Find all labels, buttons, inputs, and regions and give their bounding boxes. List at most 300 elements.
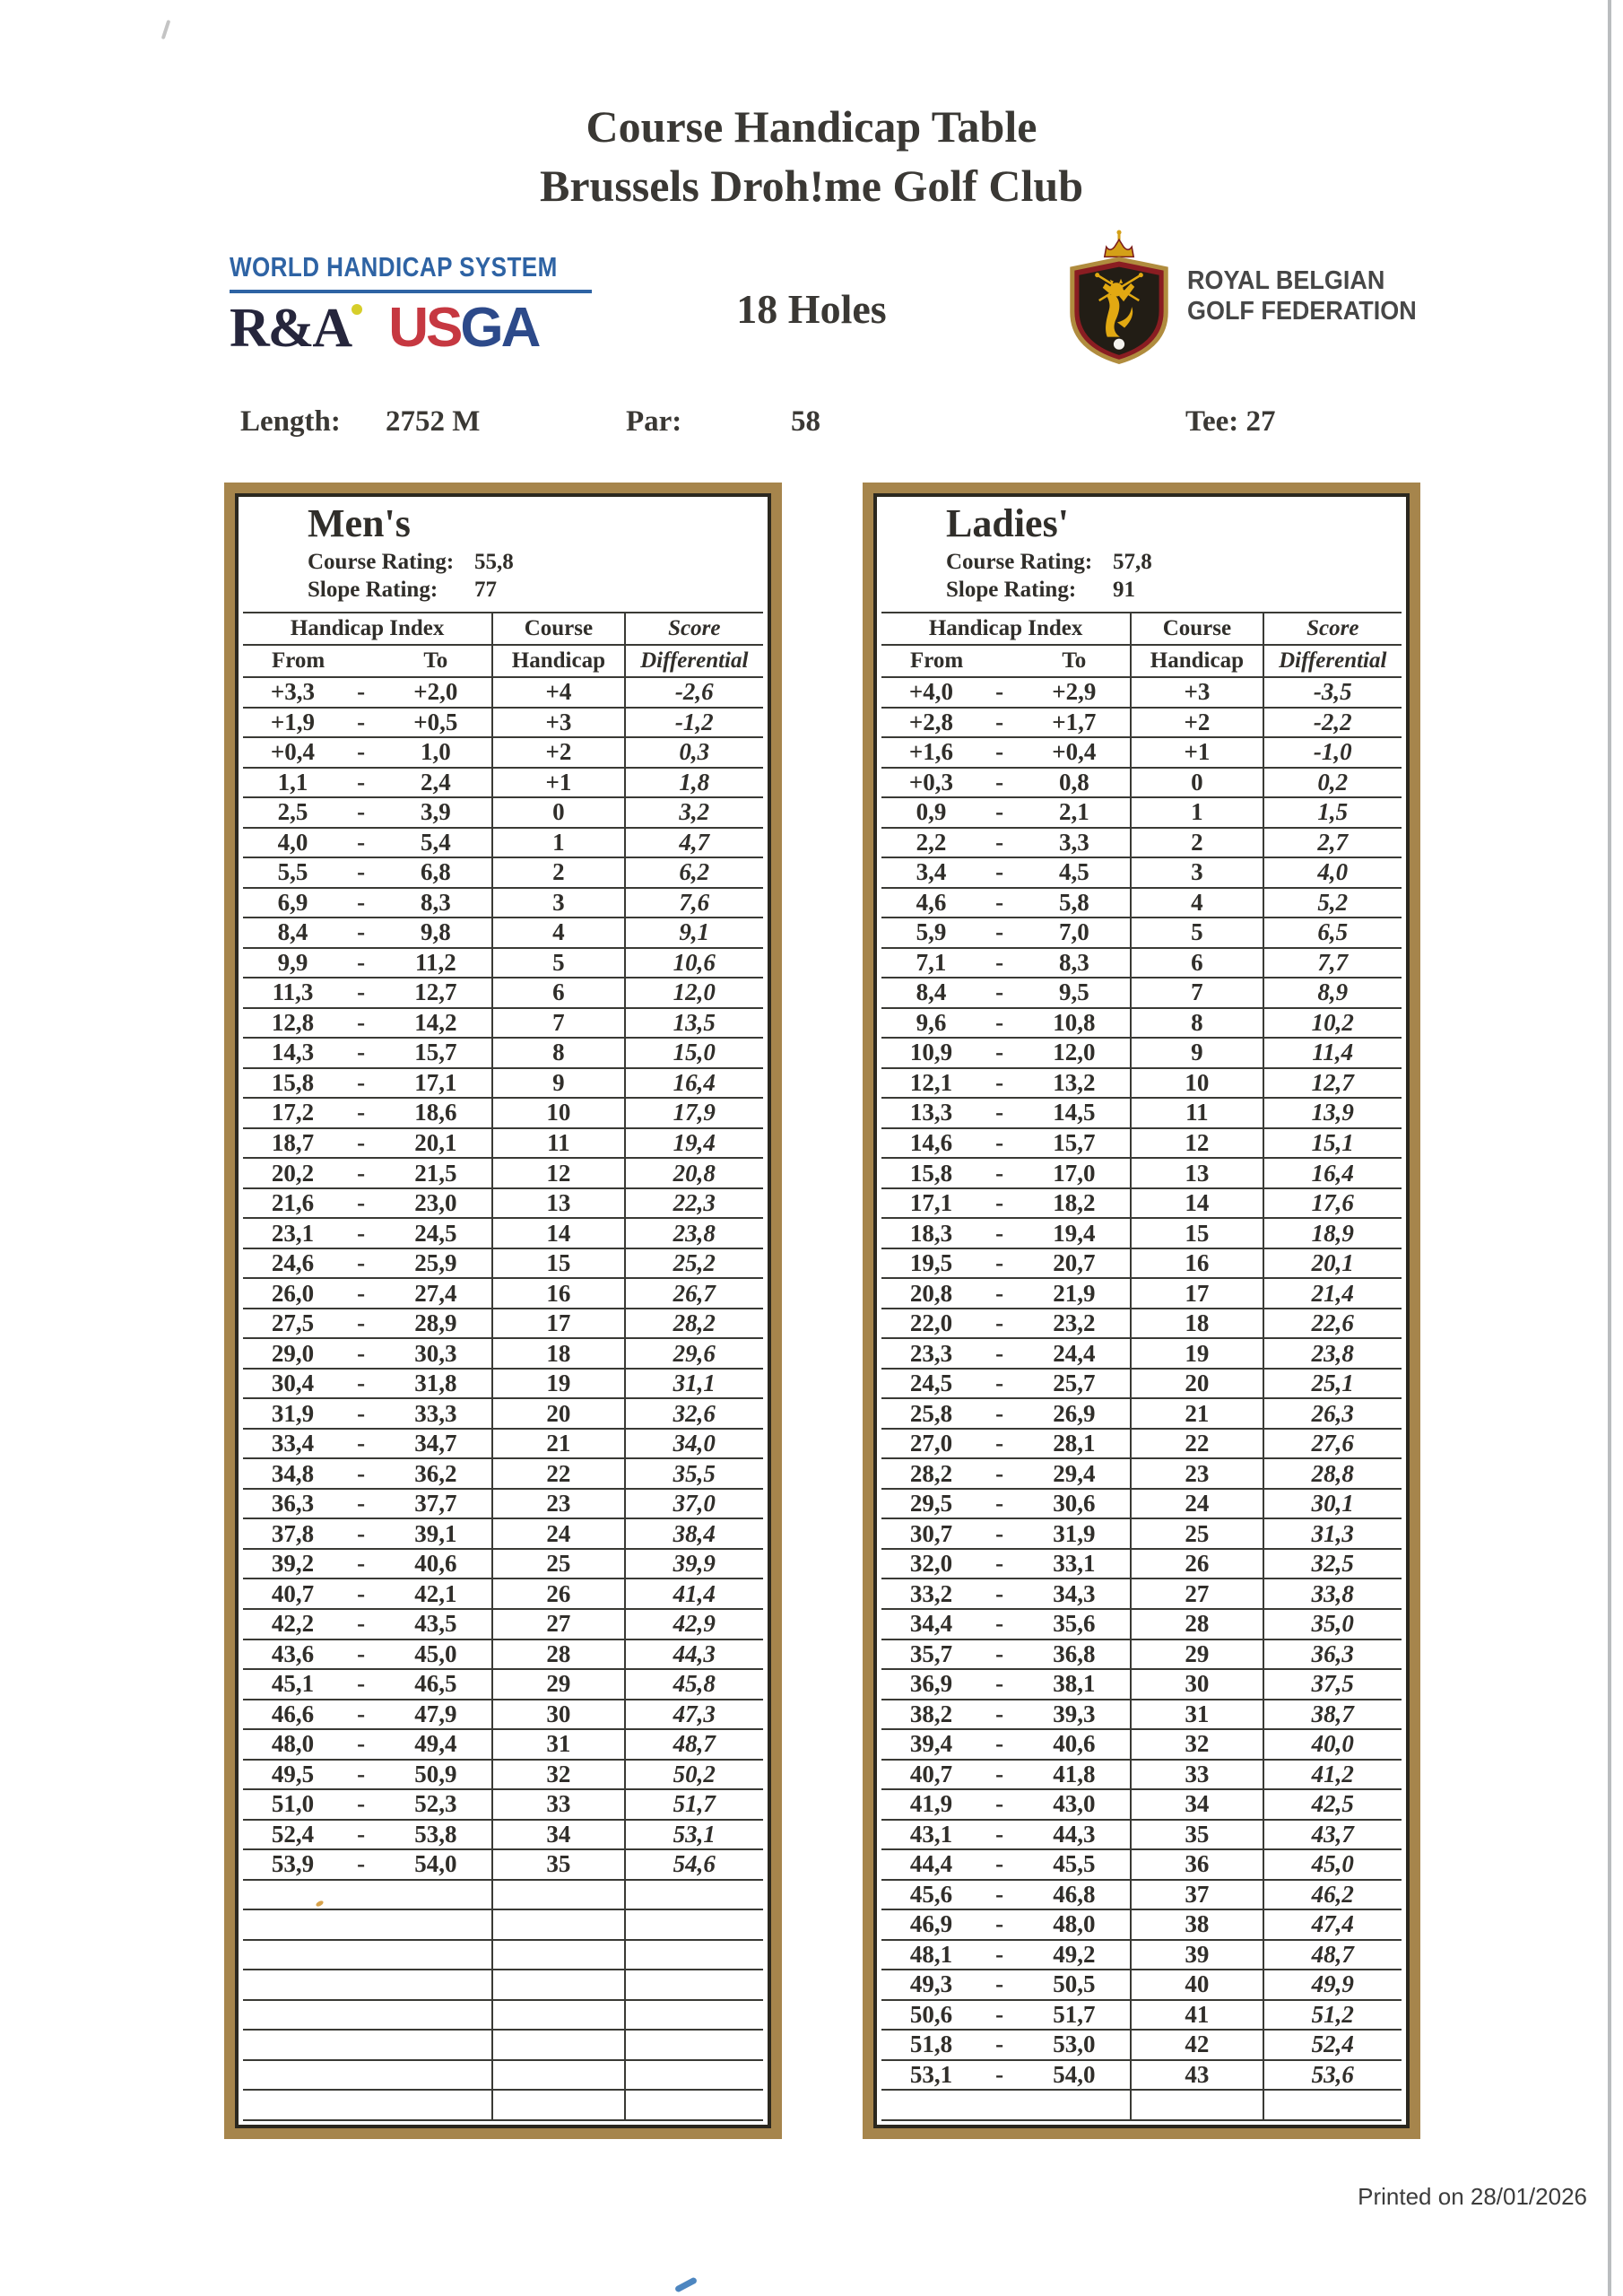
- handicap-index-cell: [243, 889, 491, 918]
- from-value: 35,7: [909, 1639, 953, 1667]
- score-differential-value: 25,2: [624, 1249, 763, 1278]
- table-row: [243, 709, 763, 739]
- course-handicap-value: 12: [1130, 1129, 1262, 1158]
- range-dash: -: [357, 1099, 366, 1126]
- table-row: [881, 1099, 1402, 1129]
- course-handicap-value: 17: [1130, 1279, 1262, 1308]
- par-label: Par:: [626, 405, 682, 438]
- handicap-index-cell: [243, 738, 491, 767]
- score-differential-value: 43,7: [1263, 1821, 1402, 1849]
- to-value: 25,9: [414, 1249, 457, 1277]
- score-differential-value: [624, 2001, 763, 2030]
- table-row: [881, 1249, 1402, 1280]
- table-row: [243, 1579, 763, 1610]
- from-value: 43,1: [909, 1820, 953, 1848]
- ladies-header-row-2: [881, 644, 1402, 678]
- table-row: [243, 1129, 763, 1160]
- from-value: 4,0: [277, 828, 308, 856]
- to-value: 36,8: [1053, 1639, 1096, 1667]
- handicap-index-cell: [243, 829, 491, 857]
- men-table-inner: [235, 493, 771, 2128]
- handicap-index-cell: [881, 1099, 1130, 1127]
- table-row: [243, 1339, 763, 1370]
- table-row: [881, 889, 1402, 919]
- handicap-index-cell: [243, 769, 491, 797]
- from-value: +0,4: [270, 738, 316, 766]
- course-handicap-value: +1: [1130, 738, 1262, 767]
- range-dash: -: [995, 1219, 1004, 1247]
- to-value: 19,4: [1053, 1219, 1096, 1247]
- from-value: 10,9: [909, 1039, 953, 1066]
- handicap-index-cell: [243, 1579, 491, 1608]
- range-dash: -: [995, 828, 1004, 856]
- from-value: 37,8: [271, 1519, 315, 1547]
- table-row: [881, 709, 1402, 739]
- from-value: 45,6: [909, 1880, 953, 1908]
- ladies-course-rating: [881, 550, 1402, 575]
- handicap-index-cell: [243, 978, 491, 1007]
- course-handicap-value: 33: [1130, 1761, 1262, 1789]
- handicap-index-cell: [243, 1339, 491, 1368]
- to-value: 43,5: [414, 1610, 457, 1638]
- score-differential-value: 4,0: [1263, 858, 1402, 887]
- course-handicap-value: 26: [1130, 1550, 1262, 1578]
- score-differential-value: 40,0: [1263, 1730, 1402, 1759]
- range-dash: -: [357, 1279, 366, 1307]
- handicap-index-cell: [881, 1730, 1130, 1759]
- course-handicap-value: 23: [1130, 1459, 1262, 1488]
- course-handicap-value: 16: [491, 1279, 623, 1308]
- to-value: 2,4: [420, 768, 451, 796]
- range-dash: -: [995, 768, 1004, 796]
- range-dash: -: [995, 1790, 1004, 1818]
- to-value: 10,8: [1053, 1008, 1096, 1036]
- scan-edge-line: [1608, 0, 1611, 2296]
- whs-title: WORLD HANDICAP SYSTEM: [230, 251, 558, 283]
- table-row: [881, 1370, 1402, 1400]
- handicap-index-cell: [881, 1881, 1130, 1909]
- to-value: 34,7: [414, 1430, 457, 1457]
- table-row: [881, 1309, 1402, 1340]
- table-row: [243, 1279, 763, 1309]
- handicap-index-cell: [243, 2091, 491, 2119]
- course-handicap-value: [491, 2031, 623, 2059]
- table-row: [243, 1459, 763, 1490]
- to-value: 28,9: [414, 1309, 457, 1337]
- to-value: +0,5: [413, 708, 458, 735]
- table-row: [881, 2031, 1402, 2061]
- rbgf-logo: [1063, 228, 1434, 364]
- from-value: 20,8: [909, 1279, 953, 1307]
- table-row: [243, 798, 763, 829]
- score-differential-value: 33,8: [1263, 1579, 1402, 1608]
- course-handicap-value: 3: [491, 889, 623, 918]
- tee-label: Tee: 27: [1185, 405, 1276, 438]
- range-dash: -: [995, 798, 1004, 826]
- course-handicap-value: 25: [491, 1550, 623, 1578]
- course-handicap-value: [491, 1910, 623, 1939]
- course-header: Course: [491, 613, 623, 644]
- range-dash: -: [357, 1519, 366, 1547]
- course-handicap-value: 1: [1130, 798, 1262, 827]
- from-value: 23,3: [909, 1339, 953, 1367]
- table-row: [881, 1730, 1402, 1761]
- from-value: 13,3: [909, 1099, 953, 1126]
- score-differential-value: 41,2: [1263, 1761, 1402, 1789]
- men-header-row-2: [243, 644, 763, 678]
- course-handicap-value: 34: [1130, 1790, 1262, 1819]
- score-differential-value: 3,2: [624, 798, 763, 827]
- to-value: 12,0: [1053, 1039, 1096, 1066]
- from-value: 51,8: [909, 2031, 953, 2058]
- from-value: 1,1: [277, 768, 308, 796]
- range-dash: -: [357, 858, 366, 886]
- handicap-index-cell: [243, 1459, 491, 1488]
- club-name: Brussels Droh!me Golf Club: [539, 161, 1084, 211]
- table-row: [881, 1910, 1402, 1941]
- range-dash: -: [357, 1700, 366, 1727]
- course-handicap-value: 15: [491, 1249, 623, 1278]
- from-value: 24,6: [271, 1249, 315, 1277]
- score-differential-value: 13,5: [624, 1009, 763, 1038]
- men-table-title: Men's: [308, 501, 411, 545]
- from-value: 21,6: [271, 1189, 315, 1217]
- to-value: 53,8: [414, 1820, 457, 1848]
- to-value: 6,8: [420, 858, 451, 886]
- handicap-index-cell: [243, 1640, 491, 1669]
- from-value: 31,9: [271, 1399, 315, 1427]
- score-differential-value: [624, 2031, 763, 2059]
- handicap-index-cell: [243, 1910, 491, 1939]
- range-dash: -: [995, 1099, 1004, 1126]
- score-differential-value: 23,8: [1263, 1339, 1402, 1368]
- from-value: 19,5: [909, 1249, 953, 1277]
- table-row: [881, 769, 1402, 799]
- to-value: 29,4: [1053, 1459, 1096, 1487]
- to-value: 34,3: [1053, 1579, 1096, 1607]
- table-row: [881, 1550, 1402, 1580]
- score-differential-value: -1,0: [1263, 738, 1402, 767]
- from-value: 30,7: [909, 1519, 953, 1547]
- range-dash: -: [995, 1459, 1004, 1487]
- score-differential-value: 31,1: [624, 1370, 763, 1398]
- handicap-index-cell: [881, 1129, 1130, 1158]
- to-value: 33,1: [1053, 1550, 1096, 1578]
- differential-header: Differential: [624, 646, 763, 676]
- table-row: [243, 1761, 763, 1791]
- from-value: 15,8: [909, 1159, 953, 1187]
- from-value: 2,5: [277, 798, 308, 826]
- course-handicap-value: 37: [1130, 1881, 1262, 1909]
- course-handicap-value: +1: [491, 769, 623, 797]
- table-row: [243, 1490, 763, 1520]
- score-header: Score: [624, 613, 763, 644]
- range-dash: -: [357, 1639, 366, 1667]
- handicap-index-cell: [881, 1761, 1130, 1789]
- to-value: 46,8: [1053, 1880, 1096, 1908]
- score-differential-value: 46,2: [1263, 1881, 1402, 1909]
- table-row: [881, 2091, 1402, 2121]
- course-handicap-value: 2: [491, 858, 623, 887]
- range-dash: -: [995, 1700, 1004, 1727]
- handicap-index-cell: [881, 678, 1130, 707]
- course-handicap-value: [491, 1941, 623, 1970]
- score-differential-value: 32,5: [1263, 1550, 1402, 1578]
- from-value: 38,2: [909, 1700, 953, 1727]
- from-value: 17,1: [909, 1189, 953, 1217]
- course-handicap-value: [491, 1970, 623, 1999]
- table-row: [881, 1579, 1402, 1610]
- usga-ga-text: GA: [460, 297, 539, 359]
- from-value: 14,3: [271, 1039, 315, 1066]
- from-value: 39,4: [909, 1730, 953, 1758]
- to-value: 41,8: [1053, 1760, 1096, 1787]
- from-value: 4,6: [916, 888, 947, 916]
- course-handicap-value: 8: [1130, 1009, 1262, 1038]
- men-handicap-table: [224, 483, 782, 2139]
- handicap-index-cell: [243, 1249, 491, 1278]
- handicap-index-cell: [881, 829, 1130, 857]
- from-value: 49,3: [909, 1970, 953, 1998]
- table-row: [243, 769, 763, 799]
- range-dash: -: [357, 1309, 366, 1337]
- score-differential-value: 15,0: [624, 1039, 763, 1067]
- from-value: 28,2: [909, 1459, 953, 1487]
- handicap-index-cell: [881, 858, 1130, 887]
- score-differential-value: 11,4: [1263, 1039, 1402, 1067]
- handicap-index-cell: [243, 1790, 491, 1819]
- handicap-index-cell: [243, 709, 491, 737]
- score-differential-value: 37,5: [1263, 1670, 1402, 1699]
- table-row: [243, 1039, 763, 1069]
- to-value: 33,3: [414, 1399, 457, 1427]
- from-value: 44,4: [909, 1850, 953, 1878]
- course-handicap-value: 17: [491, 1309, 623, 1338]
- score-differential-value: 18,9: [1263, 1219, 1402, 1248]
- range-dash: -: [995, 1940, 1004, 1968]
- to-value: 43,0: [1053, 1790, 1096, 1818]
- course-header: Course: [1130, 613, 1262, 644]
- table-row: [243, 1219, 763, 1249]
- from-value: 48,0: [271, 1730, 315, 1758]
- handicap-index-cell: [243, 1550, 491, 1578]
- score-differential-value: 5,2: [1263, 889, 1402, 918]
- rbgf-text: [1187, 265, 1417, 326]
- from-value: 26,0: [271, 1279, 315, 1307]
- range-dash: -: [995, 1128, 1004, 1156]
- range-dash: -: [995, 738, 1004, 766]
- men-table-head: [243, 497, 763, 612]
- to-value: 18,6: [414, 1099, 457, 1126]
- range-dash: -: [357, 768, 366, 796]
- handicap-index-cell: [243, 1610, 491, 1639]
- to-value: 4,5: [1058, 858, 1089, 886]
- scan-artifact-blue-mark: [674, 2276, 698, 2292]
- handicap-header: Handicap: [1130, 646, 1262, 676]
- course-handicap-value: 9: [1130, 1039, 1262, 1067]
- range-dash: -: [995, 1309, 1004, 1337]
- to-value: 2,1: [1058, 798, 1089, 826]
- ra-logo: [230, 298, 352, 359]
- table-row: [243, 858, 763, 889]
- to-value: 30,6: [1053, 1490, 1096, 1518]
- course-handicap-value: 18: [1130, 1309, 1262, 1338]
- score-differential-value: 21,4: [1263, 1279, 1402, 1308]
- from-value: 46,6: [271, 1700, 315, 1727]
- course-handicap-value: 12: [491, 1159, 623, 1187]
- handicap-header: Handicap: [491, 646, 623, 676]
- to-value: 24,4: [1053, 1339, 1096, 1367]
- from-value: +1,9: [270, 708, 316, 735]
- course-handicap-value: 20: [491, 1399, 623, 1428]
- score-differential-value: 48,7: [624, 1730, 763, 1759]
- table-row: [243, 1941, 763, 1971]
- range-dash: -: [357, 1850, 366, 1878]
- range-dash: -: [995, 1339, 1004, 1367]
- range-dash: -: [995, 1399, 1004, 1427]
- table-row: [881, 918, 1402, 949]
- range-dash: -: [357, 1459, 366, 1487]
- score-differential-value: 35,0: [1263, 1610, 1402, 1639]
- table-row: [243, 1730, 763, 1761]
- handicap-index-cell: [881, 1910, 1130, 1939]
- from-value: 40,7: [909, 1760, 953, 1787]
- from-value: 46,9: [909, 1910, 953, 1938]
- score-differential-value: 0,3: [624, 738, 763, 767]
- from-value: 23,1: [271, 1219, 315, 1247]
- to-value: 0,8: [1058, 768, 1089, 796]
- ladies-header-row-1: [881, 612, 1402, 644]
- handicap-index-cell: [243, 2001, 491, 2030]
- score-differential-value: 53,1: [624, 1821, 763, 1849]
- score-differential-value: 51,2: [1263, 2001, 1402, 2030]
- table-row: [243, 1309, 763, 1340]
- handicap-index-cell: [881, 1430, 1130, 1458]
- range-dash: -: [357, 1579, 366, 1607]
- handicap-index-cell: [243, 1309, 491, 1338]
- course-handicap-value: 10: [1130, 1069, 1262, 1098]
- table-row: [881, 2001, 1402, 2031]
- to-value: +0,4: [1052, 738, 1097, 766]
- score-differential-value: 42,9: [624, 1610, 763, 1639]
- to-value: 1,0: [420, 738, 451, 766]
- course-handicap-value: 4: [491, 918, 623, 947]
- handicap-index-cell: [243, 1490, 491, 1518]
- course-handicap-value: 14: [491, 1219, 623, 1248]
- to-value: 13,2: [1053, 1068, 1096, 1096]
- to-value: 12,7: [414, 978, 457, 1006]
- score-differential-value: 17,9: [624, 1099, 763, 1127]
- range-dash: -: [995, 2000, 1004, 2028]
- range-dash: -: [357, 1790, 366, 1818]
- range-dash: -: [357, 678, 366, 706]
- score-differential-value: 44,3: [624, 1640, 763, 1669]
- length-label: Length:: [240, 405, 341, 438]
- course-handicap-value: 7: [491, 1009, 623, 1038]
- from-value: 53,1: [909, 2060, 953, 2088]
- course-handicap-value: 1: [491, 829, 623, 857]
- ladies-handicap-table: [863, 483, 1420, 2139]
- range-dash: -: [995, 708, 1004, 735]
- course-handicap-value: 29: [1130, 1640, 1262, 1669]
- range-dash: -: [357, 1249, 366, 1277]
- from-value: +2,8: [908, 708, 954, 735]
- to-value: 5,8: [1058, 888, 1089, 916]
- score-differential-value: 48,7: [1263, 1941, 1402, 1970]
- course-handicap-value: 0: [1130, 769, 1262, 797]
- to-value: 17,0: [1053, 1159, 1096, 1187]
- table-row: [881, 1069, 1402, 1100]
- course-handicap-value: 35: [491, 1850, 623, 1879]
- from-value: 41,9: [909, 1790, 953, 1818]
- score-differential-value: 9,1: [624, 918, 763, 947]
- from-value: 51,0: [271, 1790, 315, 1818]
- course-handicap-value: 19: [491, 1370, 623, 1398]
- table-row: [881, 978, 1402, 1009]
- handicap-index-cell: [881, 1821, 1130, 1849]
- handicap-index-cell: [243, 1821, 491, 1849]
- score-differential-value: 28,2: [624, 1309, 763, 1338]
- handicap-index-cell: [881, 1189, 1130, 1218]
- score-differential-value: 0,2: [1263, 769, 1402, 797]
- table-row: [243, 1159, 763, 1189]
- handicap-index-cell: [881, 1670, 1130, 1699]
- handicap-index-cell: [881, 738, 1130, 767]
- score-differential-value: 53,6: [1263, 2061, 1402, 2090]
- handicap-index-cell: [881, 1579, 1130, 1608]
- to-value: 9,5: [1058, 978, 1089, 1006]
- from-value: 22,0: [909, 1309, 953, 1337]
- range-dash: -: [995, 1550, 1004, 1578]
- score-differential-value: 16,4: [1263, 1159, 1402, 1187]
- score-header: Score: [1263, 613, 1402, 644]
- score-differential-value: 34,0: [624, 1430, 763, 1458]
- handicap-index-cell: [243, 1129, 491, 1158]
- table-row: [243, 1670, 763, 1700]
- from-value: 18,3: [909, 1219, 953, 1247]
- handicap-index-cell: [243, 1219, 491, 1248]
- from-value: 25,8: [909, 1399, 953, 1427]
- course-handicap-value: 6: [1130, 949, 1262, 978]
- handicap-index-cell: [243, 1370, 491, 1398]
- handicap-index-cell: [243, 1009, 491, 1038]
- table-row: [243, 1099, 763, 1129]
- score-differential-value: 47,3: [624, 1700, 763, 1729]
- from-value: 17,2: [271, 1099, 315, 1126]
- course-handicap-value: +2: [491, 738, 623, 767]
- course-handicap-value: 22: [1130, 1430, 1262, 1458]
- handicap-index-cell: [881, 1550, 1130, 1578]
- table-row: [881, 1339, 1402, 1370]
- course-handicap-value: +3: [1130, 678, 1262, 707]
- course-handicap-value: 27: [491, 1610, 623, 1639]
- from-value: 11,3: [272, 978, 314, 1006]
- from-header: From: [272, 648, 325, 673]
- handicap-index-cell: [881, 1039, 1130, 1067]
- to-value: 28,1: [1053, 1430, 1096, 1457]
- score-differential-value: -1,2: [624, 709, 763, 737]
- range-dash: -: [357, 1490, 366, 1518]
- handicap-index-cell: [881, 1069, 1130, 1098]
- table-row: [243, 918, 763, 949]
- score-differential-value: 36,3: [1263, 1640, 1402, 1669]
- table-row: [243, 1640, 763, 1671]
- to-value: 26,9: [1053, 1399, 1096, 1427]
- handicap-index-cell: [881, 1610, 1130, 1639]
- handicap-index-cell: [243, 798, 491, 827]
- from-value: 42,2: [271, 1610, 315, 1638]
- rbgf-shield-icon: [1063, 228, 1175, 364]
